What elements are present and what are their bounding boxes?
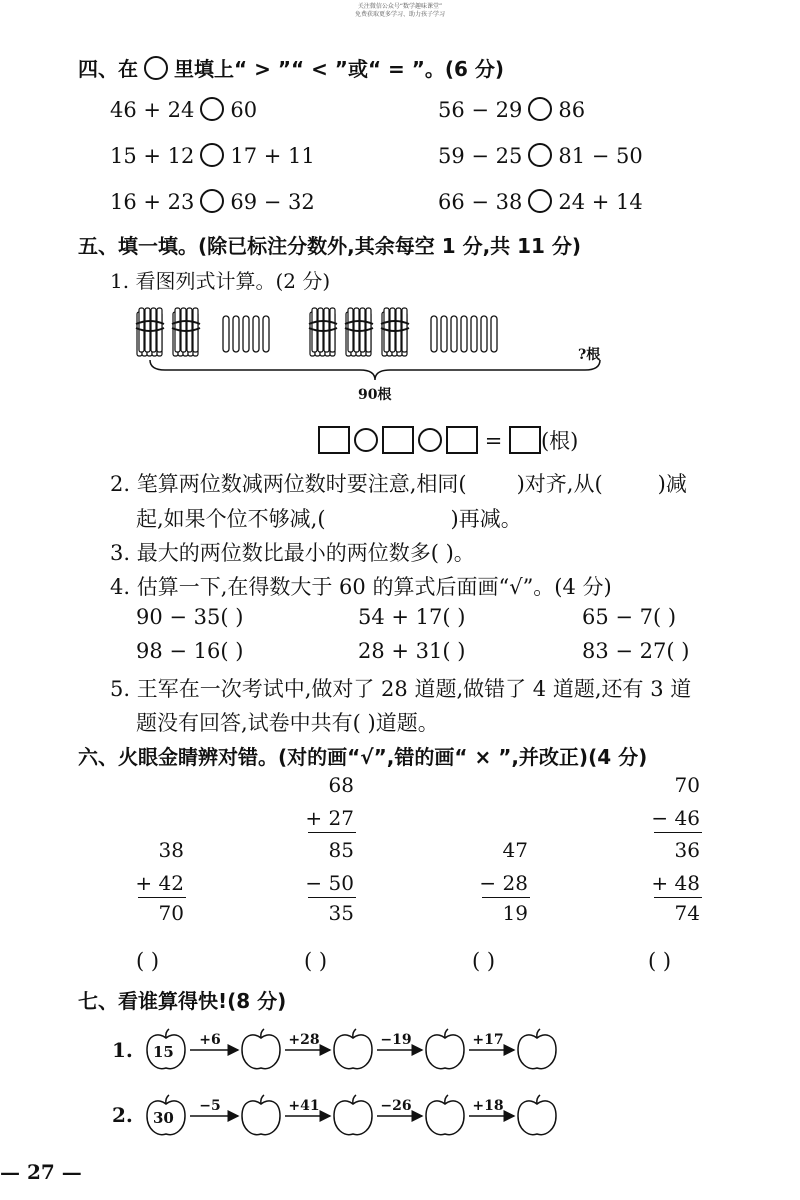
judge-paren[interactable]: ( ) <box>648 949 672 973</box>
op-label: −19 <box>380 1032 412 1048</box>
operand: 70 <box>674 773 700 797</box>
operand: 47 <box>502 838 528 862</box>
operand: + 42 <box>135 871 184 895</box>
bundle-icon <box>172 308 200 356</box>
judge-paren[interactable]: ( ) <box>304 949 328 973</box>
chain-label: 1. <box>112 1038 133 1062</box>
operand: 38 <box>158 838 184 862</box>
operand: + 48 <box>651 871 700 895</box>
circle-icon <box>144 56 168 80</box>
judge-paren[interactable]: ( ) <box>472 949 496 973</box>
section-4-title: 四、在 里填上“ > ”“ < ”或“ = ”。(6 分) <box>78 57 505 81</box>
answer-circle[interactable] <box>200 97 224 121</box>
rule-line <box>654 832 702 833</box>
stick-group <box>223 316 269 352</box>
section-5-title: 五、填一填。(除已标注分数外,其余每空 1 分,共 11 分) <box>78 234 582 258</box>
unknown-label: ?根 <box>578 347 601 363</box>
question-2-line2: 起,如果个位不够减,( )再减。 <box>136 507 522 531</box>
op-label: +28 <box>288 1032 320 1048</box>
compare-item: 56 − 29 86 <box>438 98 586 122</box>
estimate-item: 65 − 7( ) <box>582 605 677 629</box>
rule-line <box>308 832 356 833</box>
page-number: — 27 — <box>0 1160 82 1184</box>
question-2-line1: 2. 笔算两位数减两位数时要注意,相同( )对齐,从( )减 <box>110 472 687 496</box>
operand: 68 <box>328 773 354 797</box>
total-label: 90根 <box>358 387 392 403</box>
op-label: +17 <box>472 1032 504 1048</box>
watermark-line: 关注微信公众号“数学趣味课堂” <box>357 3 443 10</box>
compare-item: 16 + 23 69 − 32 <box>110 190 315 214</box>
estimate-item: 83 − 27( ) <box>582 639 690 663</box>
op-label: −5 <box>199 1098 221 1114</box>
answer-circle[interactable] <box>528 189 552 213</box>
compare-item: 15 + 12 17 + 11 <box>110 144 315 168</box>
operand: + 27 <box>305 806 354 830</box>
bundle-icon <box>381 308 409 356</box>
result: 70 <box>158 901 184 925</box>
rule-line <box>482 897 530 898</box>
result: 19 <box>502 901 528 925</box>
apple-icon <box>426 1029 464 1069</box>
result: 85 <box>328 838 354 862</box>
answer-box[interactable] <box>318 426 350 454</box>
apple-icon <box>518 1029 556 1069</box>
apple-icon <box>334 1029 372 1069</box>
operator-circle[interactable] <box>418 428 442 452</box>
apple-icon <box>242 1029 280 1069</box>
apple-icon <box>334 1095 372 1135</box>
op-label: −26 <box>380 1098 412 1114</box>
chain-label: 2. <box>112 1103 133 1127</box>
operand: − 50 <box>305 871 354 895</box>
question-1: 1. 看图列式计算。(2 分) <box>110 269 331 293</box>
question-4: 4. 估算一下,在得数大于 60 的算式后面画“√”。(4 分) <box>110 575 612 599</box>
compare-item: 66 − 38 24 + 14 <box>438 190 643 214</box>
answer-circle[interactable] <box>200 143 224 167</box>
answer-circle[interactable] <box>528 143 552 167</box>
section-6-title: 六、火眼金睛辨对错。(对的画“√”,错的画“ × ”,并改正)(4 分) <box>78 745 648 769</box>
watermark-line: 免费获取更多学习、助力孩子学习 <box>354 11 445 18</box>
result: 35 <box>328 901 354 925</box>
estimate-item: 98 − 16( ) <box>136 639 244 663</box>
answer-circle[interactable] <box>200 189 224 213</box>
start-number: 15 <box>153 1043 174 1061</box>
answer-box[interactable] <box>382 426 414 454</box>
question-3: 3. 最大的两位数比最小的两位数多( )。 <box>110 541 475 565</box>
answer-box[interactable] <box>446 426 478 454</box>
estimate-item: 28 + 31( ) <box>358 639 466 663</box>
total-brace <box>150 360 600 380</box>
stick-group <box>431 316 497 352</box>
apple-icon <box>242 1095 280 1135</box>
bundle-icon <box>309 308 337 356</box>
compare-item: 46 + 24 60 <box>110 98 258 122</box>
result: 36 <box>674 838 700 862</box>
compare-item: 59 − 25 81 − 50 <box>438 144 643 168</box>
rule-line <box>654 897 702 898</box>
equation-row: = (根) <box>318 425 578 455</box>
answer-circle[interactable] <box>528 97 552 121</box>
estimate-item: 54 + 17( ) <box>358 605 466 629</box>
rule-line <box>308 897 356 898</box>
operator-circle[interactable] <box>354 428 378 452</box>
question-5-line2: 题没有回答,试卷中共有( )道题。 <box>136 711 439 735</box>
bundle-icon <box>345 308 373 356</box>
apple-icon <box>518 1095 556 1135</box>
start-number: 30 <box>153 1109 174 1127</box>
op-label: +41 <box>288 1098 320 1114</box>
rule-line <box>138 897 186 898</box>
operand: − 46 <box>651 806 700 830</box>
section-7-title: 七、看谁算得快!(8 分) <box>78 989 287 1013</box>
op-label: +18 <box>472 1098 504 1114</box>
bundle-icon <box>136 308 164 356</box>
operand: − 28 <box>479 871 528 895</box>
apple-icon <box>426 1095 464 1135</box>
answer-box[interactable] <box>509 426 541 454</box>
estimate-item: 90 − 35( ) <box>136 605 244 629</box>
judge-paren[interactable]: ( ) <box>136 949 160 973</box>
op-label: +6 <box>199 1032 221 1048</box>
question-5-line1: 5. 王军在一次考试中,做对了 28 道题,做错了 4 道题,还有 3 道 <box>110 677 692 701</box>
watermark <box>0 3 800 19</box>
result: 74 <box>674 901 700 925</box>
